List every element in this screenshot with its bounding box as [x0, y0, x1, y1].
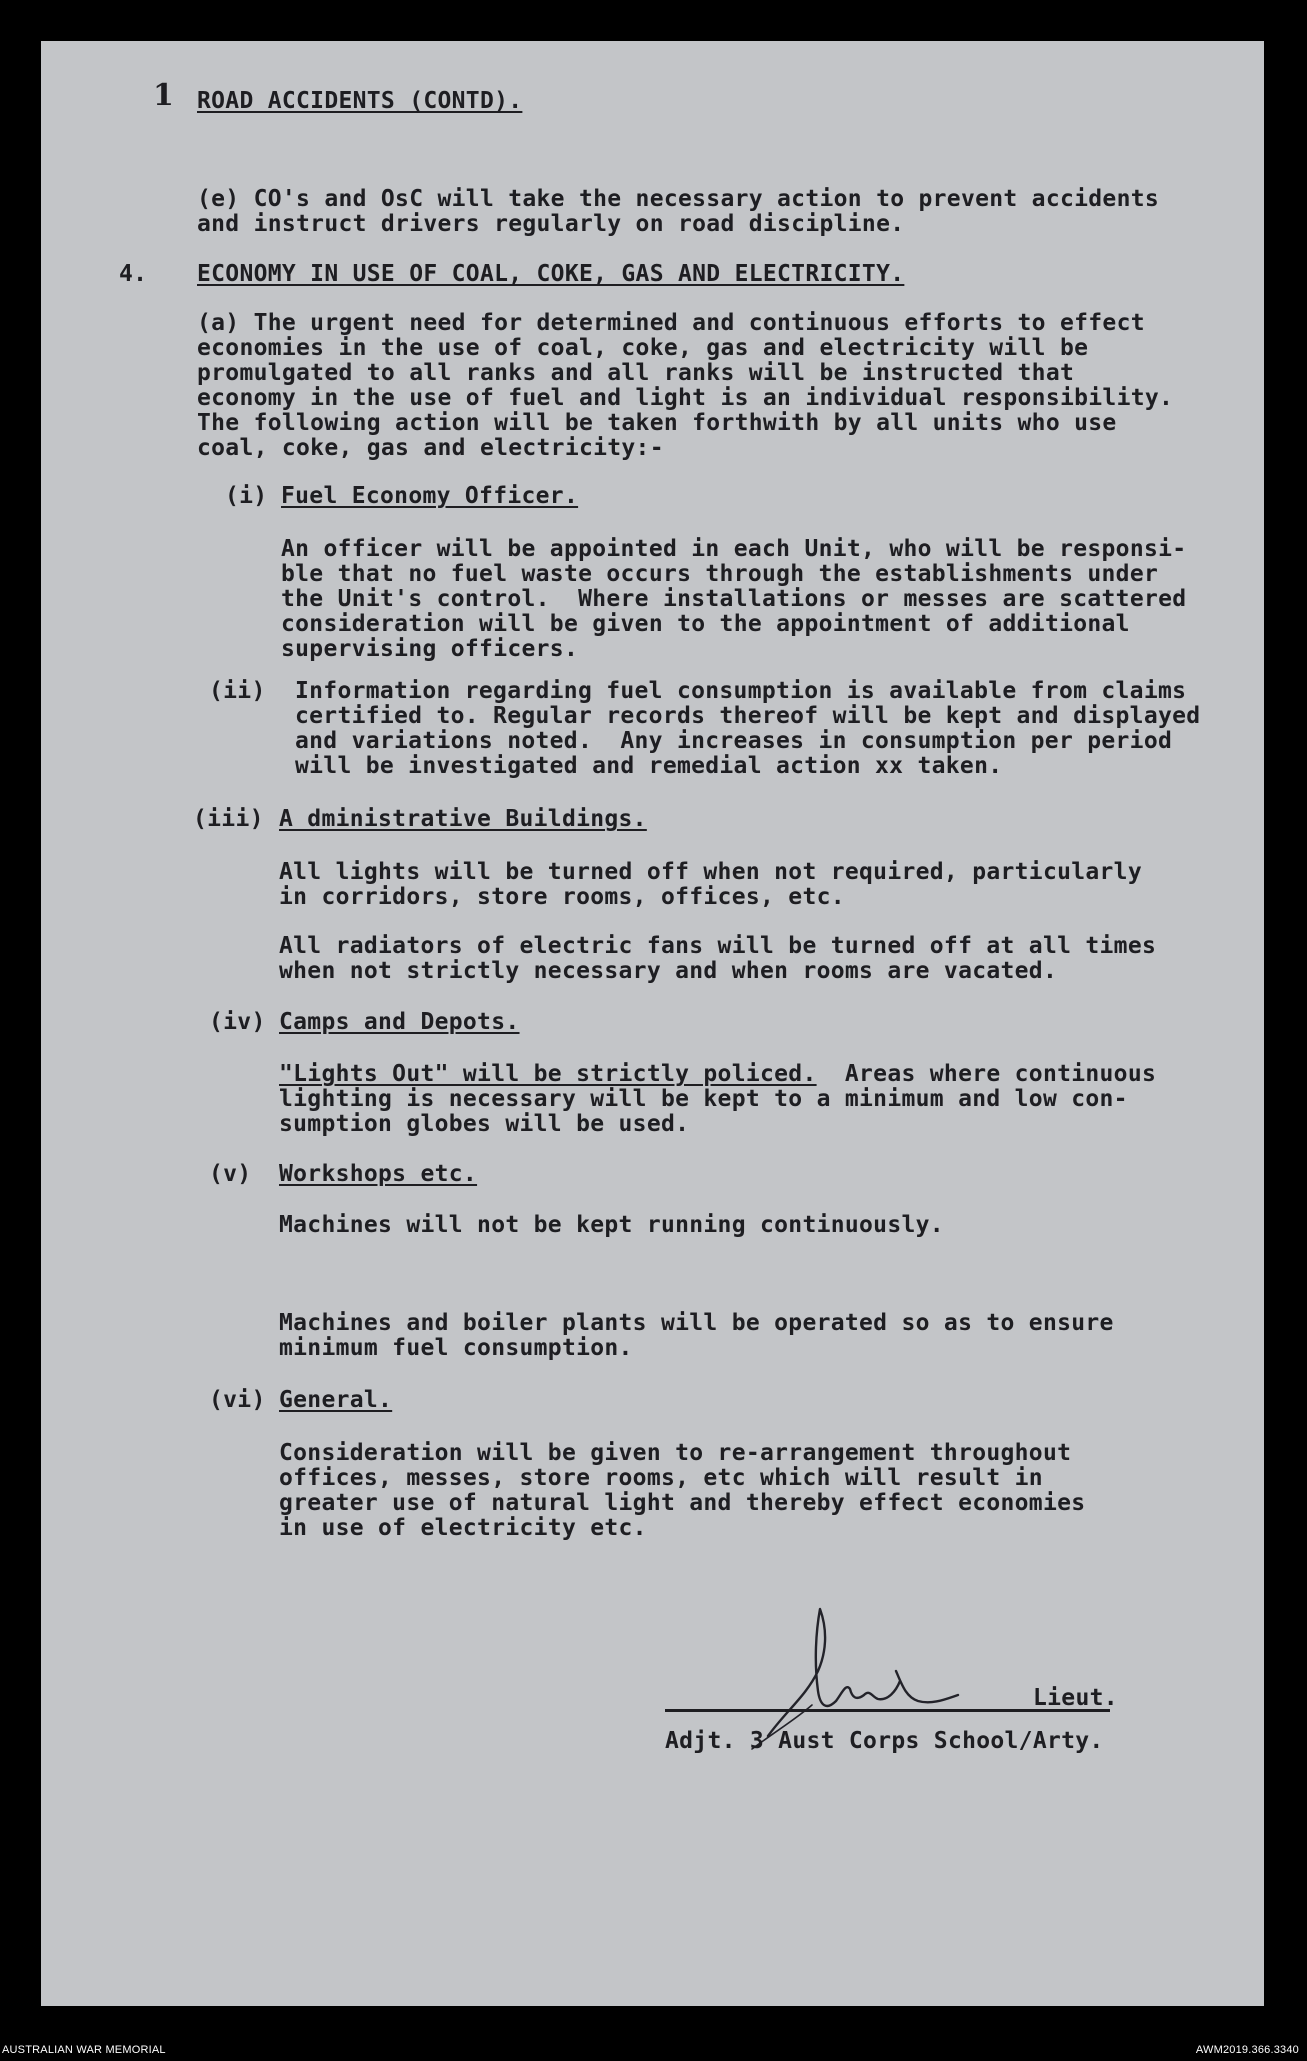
- section3-heading: ROAD ACCIDENTS (CONTD).: [197, 88, 523, 114]
- document-page: [41, 41, 1264, 2006]
- item-vi-title: General.: [279, 1387, 393, 1413]
- item-iv-text: [279, 1062, 1156, 1137]
- item-vi-text: Consideration will be given to re-arrangement throughout offices, messes, store rooms, etc which will result in greater use of natural light and thereby effect economies in use of electricity etc.: [279, 1440, 1086, 1541]
- section4-intro: (a) The urgent need for determined and continuous efforts to effect economies in the use of coal, coke, gas and electricity will be promulgated to all ranks and all ranks will be instructed that economy in the use of fuel and light is an individual responsibility. The following action will be taken forthwith by all units who use coal, coke, gas and electricity:-: [197, 310, 1174, 461]
- item-vi-number: (vi): [209, 1387, 266, 1413]
- page-mark: 1: [153, 78, 175, 113]
- signature-rank: Lieut.: [1033, 1685, 1118, 1711]
- item-iv-body: Areas where continuous lighting is necessary will be kept to a minimum and low con- sumption globes will be used.: [279, 1061, 1157, 1137]
- item-iv-number: (iv): [209, 1009, 266, 1035]
- item-v-text-1: Machines will not be kept running continuously.: [279, 1212, 944, 1238]
- section4-heading: ECONOMY IN USE OF COAL, COKE, GAS AND ELECTRICITY.: [197, 261, 905, 287]
- item-ii-text: Information regarding fuel consumption is available from claims certified to. Regular records thereof will be kept and displayed and variations noted. Any increases in consumption per period will be investigated and remedial action xx taken.: [295, 678, 1201, 779]
- signature-appointment: Adjt. 3 Aust Corps School/Arty.: [665, 1728, 1104, 1754]
- section4-number: 4.: [119, 261, 148, 287]
- item-v-text-2: Machines and boiler plants will be operated so as to ensure minimum fuel consumption.: [279, 1310, 1114, 1361]
- section3-item-e: (e) CO's and OsC will take the necessary action to prevent accidents and instruct drivers regularly on road discipline.: [197, 186, 1160, 237]
- item-iv-title: Camps and Depots.: [279, 1009, 520, 1035]
- item-iii-text-2: All radiators of electric fans will be turned off at all times when not strictly necessary and when rooms are vacated.: [279, 933, 1157, 984]
- item-i-number: (i): [225, 483, 268, 509]
- item-i-title: Fuel Economy Officer.: [281, 483, 579, 509]
- item-v-title: Workshops etc.: [279, 1161, 478, 1187]
- item-ii-number: (ii): [209, 678, 266, 704]
- footer-accession-number: AWM2019.366.3340: [1195, 2044, 1299, 2056]
- footer-institution: AUSTRALIAN WAR MEMORIAL: [2, 2044, 166, 2056]
- item-iii-title: A dministrative Buildings.: [279, 806, 647, 832]
- item-v-number: (v): [209, 1161, 252, 1187]
- item-iii-number: (iii): [193, 806, 264, 832]
- item-iv-emphasis: "Lights Out" will be strictly policed.: [279, 1061, 817, 1087]
- item-iii-text-1: All lights will be turned off when not required, particularly in corridors, store rooms, offices, etc.: [279, 859, 1142, 910]
- item-i-text: An officer will be appointed in each Unit, who will be responsi- ble that no fuel waste occurs through the establishments under the Unit's control. Where installations or messes are scattered consideration will be given to the appointment of additional supervising officers.: [281, 536, 1187, 662]
